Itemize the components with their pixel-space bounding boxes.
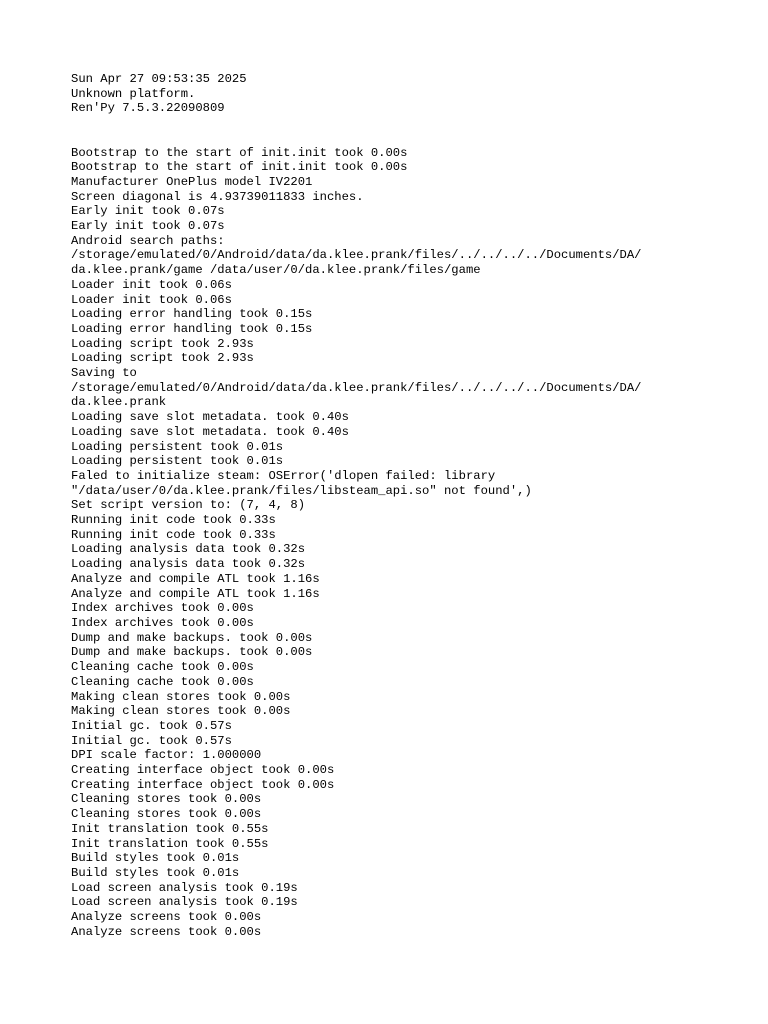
log-line: Initial gc. took 0.57s — [71, 733, 232, 748]
log-line: Init translation took 0.55s — [71, 821, 269, 836]
log-line: Dump and make backups. took 0.00s — [71, 630, 313, 645]
log-line: Running init code took 0.33s — [71, 527, 276, 542]
log-line: Loading script took 2.93s — [71, 351, 254, 366]
log-line: Loading error handling took 0.15s — [71, 307, 313, 322]
log-line: Manufacturer OnePlus model IV2201 — [71, 174, 313, 189]
log-line: Ren'Py 7.5.3.22090809 — [71, 101, 225, 116]
log-line: Cleaning cache took 0.00s — [71, 660, 254, 675]
log-page — [71, 72, 751, 939]
log-line: /storage/emulated/0/Android/data/da.klee.prank/files/../../../../Documents/DA/ — [71, 380, 642, 395]
log-line: Bootstrap to the start of init.init took 0.00s — [71, 145, 408, 160]
log-header — [71, 72, 751, 116]
log-line: Loading persistent took 0.01s — [71, 439, 284, 454]
log-line: Early init took 0.07s — [71, 219, 225, 234]
log-line: da.klee.prank/game /data/user/0/da.klee.prank/files/game — [71, 263, 481, 278]
log-body — [71, 146, 751, 940]
log-line: Loading persistent took 0.01s — [71, 454, 284, 469]
log-line: Loading error handling took 0.15s — [71, 321, 313, 336]
log-line: Set script version to: (7, 4, 8) — [71, 498, 306, 513]
log-line: Running init code took 0.33s — [71, 513, 276, 528]
log-gap — [71, 116, 751, 145]
log-line: Sun Apr 27 09:53:35 2025 — [71, 72, 247, 86]
log-line: Loading save slot metadata. took 0.40s — [71, 410, 349, 425]
log-line: Build styles took 0.01s — [71, 865, 240, 880]
log-line: Loader init took 0.06s — [71, 292, 232, 307]
log-line: Making clean stores took 0.00s — [71, 704, 291, 719]
log-line: Dump and make backups. took 0.00s — [71, 645, 313, 660]
log-line: Init translation took 0.55s — [71, 836, 269, 851]
log-line: Loading save slot metadata. took 0.40s — [71, 424, 349, 439]
log-line: Loading script took 2.93s — [71, 336, 254, 351]
log-line: Creating interface object took 0.00s — [71, 763, 335, 778]
log-line: Cleaning stores took 0.00s — [71, 807, 262, 822]
log-line: "/data/user/0/da.klee.prank/files/libsteam_api.so" not found',) — [71, 483, 532, 498]
log-line: Loader init took 0.06s — [71, 277, 232, 292]
log-line: Creating interface object took 0.00s — [71, 777, 335, 792]
log-line: Saving to — [71, 366, 137, 381]
log-line: /storage/emulated/0/Android/data/da.klee.prank/files/../../../../Documents/DA/ — [71, 248, 642, 263]
log-line: Loading analysis data took 0.32s — [71, 542, 306, 557]
log-line: Analyze screens took 0.00s — [71, 924, 262, 939]
log-line: da.klee.prank — [71, 395, 167, 410]
log-line: DPI scale factor: 1.000000 — [71, 748, 262, 763]
log-line: Load screen analysis took 0.19s — [71, 895, 298, 910]
log-line: Android search paths: — [71, 233, 225, 248]
log-line: Cleaning cache took 0.00s — [71, 674, 254, 689]
log-line: Index archives took 0.00s — [71, 601, 254, 616]
log-line: Faled to initialize steam: OSError('dlopen failed: library — [71, 468, 496, 483]
log-line: Index archives took 0.00s — [71, 616, 254, 630]
log-line: Bootstrap to the start of init.init took 0.00s — [71, 160, 408, 175]
log-line: Early init took 0.07s — [71, 204, 225, 219]
log-line: Analyze and compile ATL took 1.16s — [71, 571, 320, 586]
log-line: Cleaning stores took 0.00s — [71, 792, 262, 807]
log-line: Making clean stores took 0.00s — [71, 689, 291, 704]
log-line: Load screen analysis took 0.19s — [71, 880, 298, 895]
log-line: Screen diagonal is 4.93739011833 inches. — [71, 189, 364, 204]
log-line: Analyze and compile ATL took 1.16s — [71, 586, 320, 601]
log-line: Build styles took 0.01s — [71, 851, 240, 866]
log-line: Unknown platform. — [71, 86, 196, 101]
log-line: Initial gc. took 0.57s — [71, 718, 232, 733]
log-line: Analyze screens took 0.00s — [71, 910, 262, 925]
log-line: Loading analysis data took 0.32s — [71, 557, 306, 572]
